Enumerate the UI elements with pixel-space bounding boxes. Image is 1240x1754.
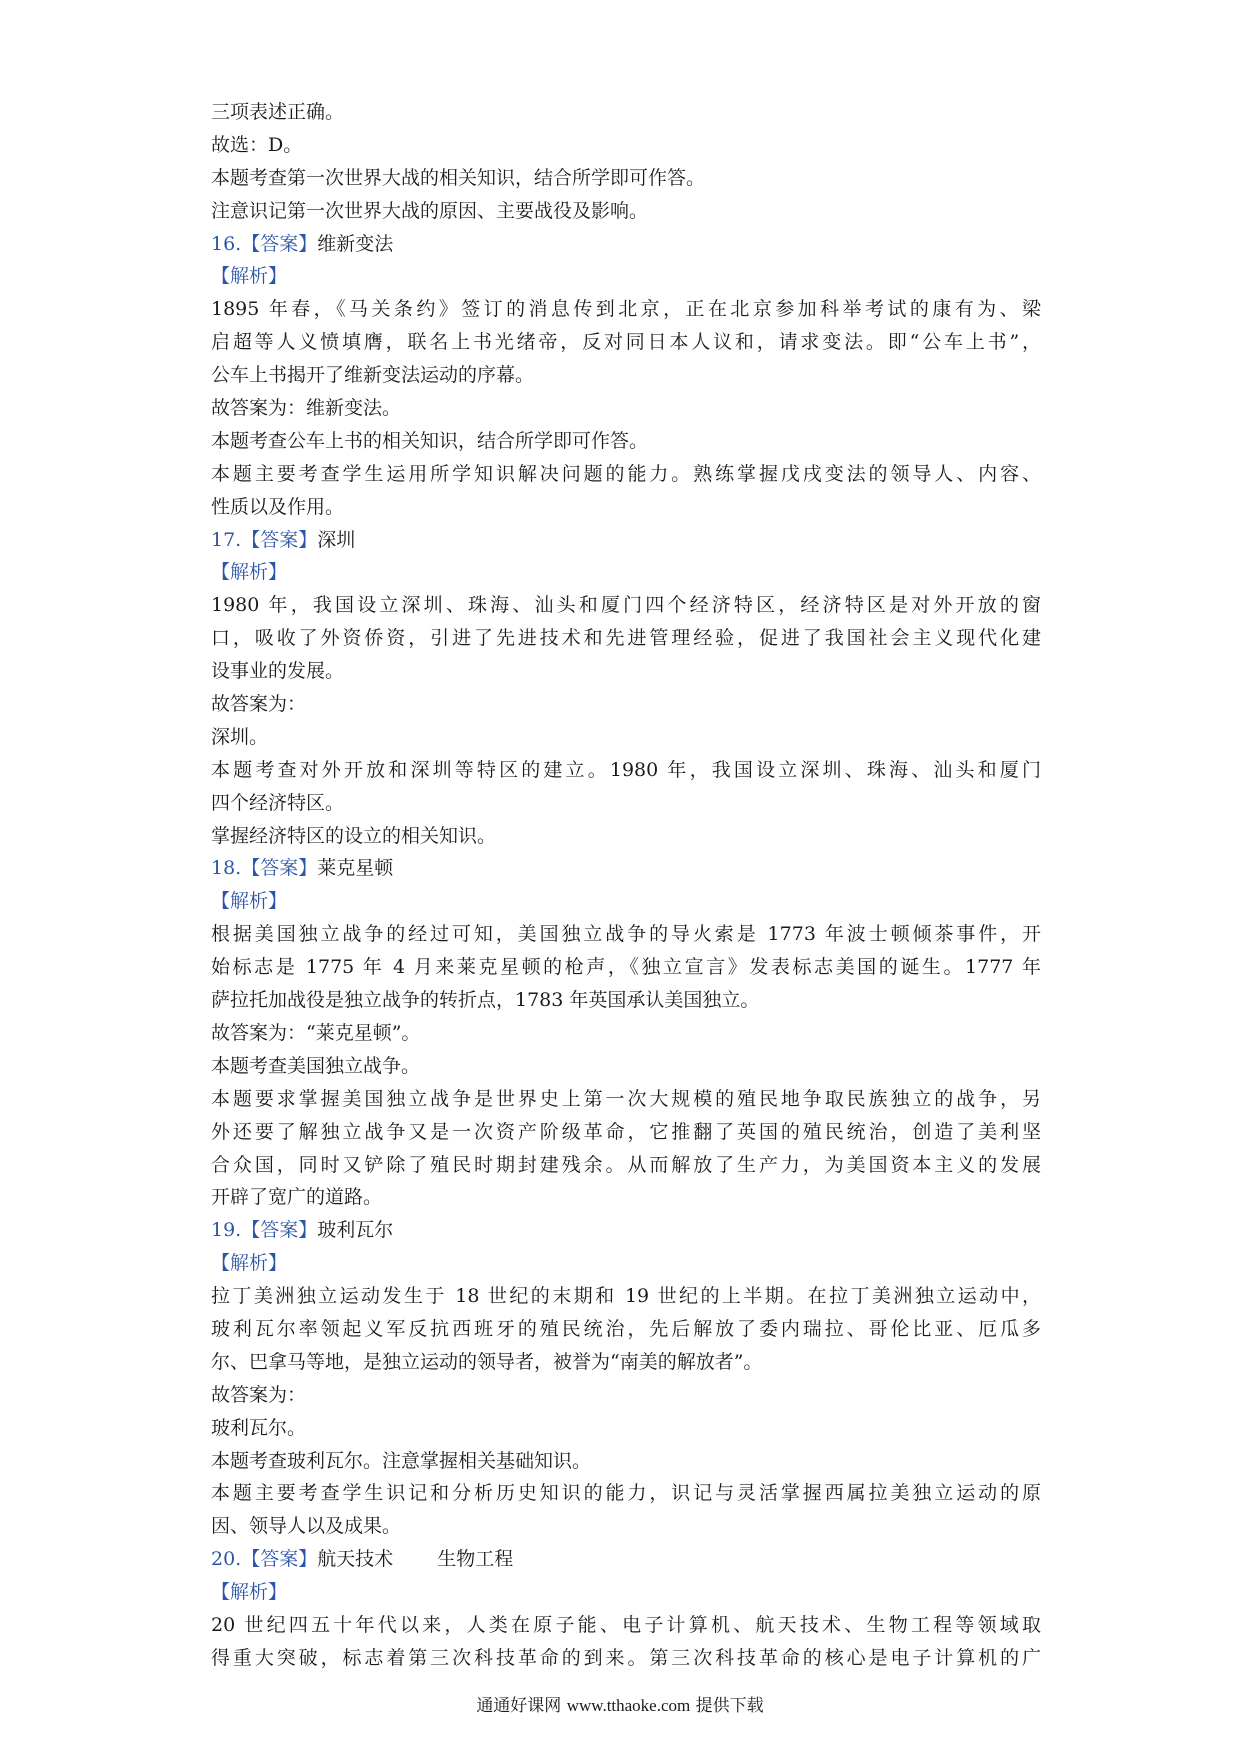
question-19-answer	[211, 1214, 1041, 1247]
question-number: 17.	[211, 528, 242, 551]
question-number: 20.	[211, 1548, 242, 1571]
text-line: 玻利瓦尔。	[211, 1416, 307, 1439]
answer-analysis-content	[211, 96, 1041, 1675]
text-line: 性质以及作用。	[211, 495, 345, 518]
text-line: 四个经济特区。	[211, 791, 345, 814]
text-line: 掌握经济特区的设立的相关知识。	[211, 824, 497, 847]
text-line: 本题要求掌握美国独立战争是世界史上第一次大规模的殖民地争取民族独立的战争，另	[211, 1087, 1041, 1110]
footer-site-name: 通通好课网	[476, 1696, 562, 1716]
text-line: 故选：D。	[211, 133, 303, 156]
text-line: 本题主要考查学生运用所学知识解决问题的能力。熟练掌握戊戌变法的领导人、内容、	[211, 462, 1041, 485]
text-line: 因、领导人以及成果。	[211, 1515, 402, 1538]
analysis-tag: 【解析】	[211, 1581, 288, 1604]
text-line: 注意识记第一次世界大战的原因、主要战役及影响。	[211, 199, 649, 222]
analysis-tag: 【解析】	[211, 1252, 288, 1275]
text-line: 拉丁美洲独立运动发生于 18 世纪的末期和 19 世纪的上半期。在拉丁美洲独立运动中，	[211, 1285, 1041, 1308]
text-line: 故答案为：	[211, 693, 307, 716]
text-line: 本题考查第一次世界大战的相关知识，结合所学即可作答。	[211, 166, 706, 189]
question-17-answer	[211, 524, 1041, 557]
footer-suffix: 提供下载	[695, 1696, 764, 1716]
text-line: 外还要了解独立战争又是一次资产阶级革命，它推翻了英国的殖民统治，创造了美利坚	[211, 1120, 1041, 1143]
text-line: 根据美国独立战争的经过可知，美国独立战争的导火索是 1773 年波士顿倾茶事件，开	[211, 923, 1041, 946]
text-line: 故答案为：维新变法。	[211, 397, 402, 420]
analysis-tag: 【解析】	[211, 265, 288, 288]
text-line: 设事业的发展。	[211, 660, 345, 683]
question-number: 18.	[211, 857, 242, 880]
text-line: 1980 年，我国设立深圳、珠海、汕头和厦门四个经济特区，经济特区是对外开放的窗	[211, 594, 1041, 617]
text-line: 本题考查美国独立战争。	[211, 1054, 421, 1077]
text-line: 深圳。	[211, 725, 269, 748]
text-line: 本题主要考查学生识记和分析历史知识的能力，识记与灵活掌握西属拉美独立运动的原	[211, 1482, 1041, 1505]
answer-tag: 【答案】	[241, 1219, 318, 1242]
answer-text: 玻利瓦尔	[317, 1219, 394, 1242]
text-line: 本题考查玻利瓦尔。注意掌握相关基础知识。	[211, 1449, 592, 1472]
text-line: 本题考查对外开放和深圳等特区的建立。1980 年，我国设立深圳、珠海、汕头和厦门	[211, 758, 1041, 781]
text-line: 始标志是 1775 年 4 月来莱克星顿的枪声，《独立宣言》发表标志美国的诞生。1777 年	[211, 956, 1041, 979]
question-number: 19.	[211, 1219, 242, 1242]
text-line: 玻利瓦尔率领起义军反抗西班牙的殖民统治，先后解放了委内瑞拉、哥伦比亚、厄瓜多	[211, 1317, 1041, 1340]
text-line: 故答案为：	[211, 1383, 307, 1406]
text-line: 故答案为：“莱克星顿”。	[211, 1021, 421, 1044]
answer-tag: 【答案】	[241, 232, 318, 255]
question-20-answer	[211, 1543, 1041, 1576]
text-line: 尔、巴拿马等地，是独立运动的领导者，被誉为“南美的解放者”。	[211, 1350, 763, 1373]
text-line: 20 世纪四五十年代以来，人类在原子能、电子计算机、航天技术、生物工程等领域取	[211, 1613, 1041, 1636]
answer-text-1: 航天技术	[317, 1548, 394, 1571]
text-line: 得重大突破，标志着第三次科技革命的到来。第三次科技革命的核心是电子计算机的广	[211, 1646, 1041, 1669]
footer-url: www.tthaoke.com	[566, 1696, 691, 1715]
text-line: 合众国，同时又铲除了殖民时期封建残余。从而解放了生产力，为美国资本主义的发展	[211, 1153, 1041, 1176]
answer-tag: 【答案】	[241, 1548, 318, 1571]
answer-text: 莱克星顿	[317, 857, 394, 880]
text-line: 口，吸收了外资侨资，引进了先进技术和先进管理经验，促进了我国社会主义现代化建	[211, 627, 1041, 650]
question-number: 16.	[211, 232, 242, 255]
question-18-answer	[211, 852, 1041, 885]
text-line: 三项表述正确。	[211, 101, 345, 123]
text-line: 萨拉托加战役是独立战争的转折点，1783 年英国承认美国独立。	[211, 989, 760, 1012]
text-line: 启超等人义愤填膺，联名上书光绪帝，反对同日本人议和，请求变法。即“公车上书”，	[211, 331, 1041, 354]
text-line: 公车上书揭开了维新变法运动的序幕。	[211, 364, 535, 387]
answer-text-2: 生物工程	[437, 1548, 514, 1571]
answer-tag: 【答案】	[241, 857, 318, 880]
question-16-answer	[211, 228, 1041, 261]
answer-tag: 【答案】	[241, 528, 318, 551]
text-line: 1895 年春，《马关条约》签订的消息传到北京，正在北京参加科举考试的康有为、梁	[211, 298, 1041, 321]
answer-text: 深圳	[317, 528, 356, 551]
text-line: 本题考查公车上书的相关知识，结合所学即可作答。	[211, 429, 649, 452]
analysis-tag: 【解析】	[211, 890, 288, 913]
page-footer	[0, 1691, 1240, 1716]
answer-text: 维新变法	[317, 232, 394, 255]
analysis-tag: 【解析】	[211, 561, 288, 584]
text-line: 开辟了宽广的道路。	[211, 1186, 383, 1209]
